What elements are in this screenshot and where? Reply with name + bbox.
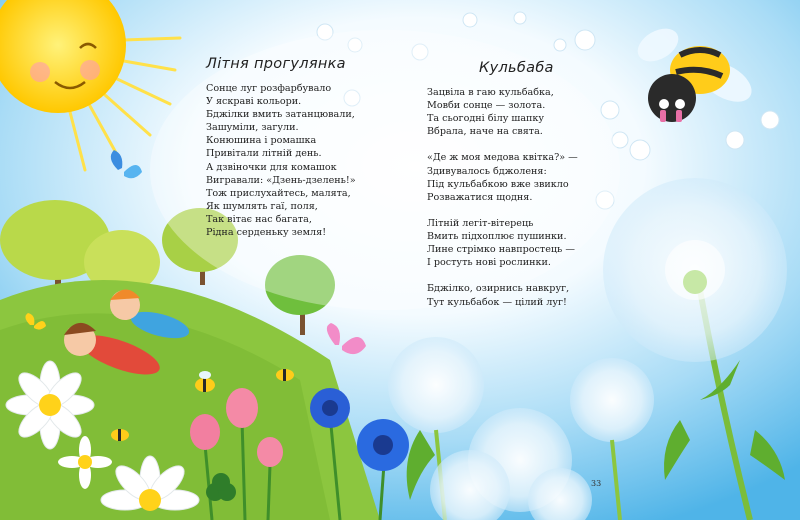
poem-line: Літній легіт-вітерець bbox=[427, 217, 534, 229]
poem-line: Та сьогодні білу шапку bbox=[427, 113, 545, 125]
poem-line: Тут кульбабок — цілий луг! bbox=[427, 296, 567, 308]
poem-line: Мовби сонце — золота. bbox=[427, 100, 546, 112]
poem-line: Зашуміли, загули. bbox=[206, 122, 299, 134]
poem-line: Бджілко, озирнись навкруг, bbox=[427, 283, 570, 295]
poem-line: Зацвіла в гаю кульбабка, bbox=[427, 87, 554, 98]
poem-line: Вигравали: «Дзень-дзелень!» bbox=[206, 174, 356, 186]
poem-line: Як шумлять гаї, поля, bbox=[206, 200, 318, 212]
left-poem-title: Літня прогулянка bbox=[206, 56, 346, 72]
poem-line: «Де ж моя медова квітка?» — bbox=[427, 152, 578, 164]
poem-line: Так вітає нас багата, bbox=[206, 213, 312, 225]
poem-line: Тож прислухайтесь, малята, bbox=[206, 187, 351, 199]
poem-line: Лине стрімко навпростець — bbox=[427, 244, 575, 256]
poem-line: Здивувалось бджоленя: bbox=[427, 165, 547, 177]
stanza-gap bbox=[427, 204, 578, 217]
stanza-gap bbox=[427, 138, 578, 151]
poem-line: Рідна серденьку земля! bbox=[206, 227, 327, 239]
poem-line: Бджілки вмить затанцювали, bbox=[206, 109, 355, 121]
poem-line: Сонце луг розфарбувало bbox=[206, 83, 332, 94]
stanza-gap bbox=[427, 269, 578, 282]
poem-line: А дзвіночки для комашок bbox=[206, 161, 337, 173]
right-poem-title: Кульбаба bbox=[479, 60, 554, 76]
poem-line: Вмить підхоплює пушинки. bbox=[427, 231, 567, 243]
poem-line: Вбрала, наче на свята. bbox=[427, 126, 543, 138]
poem-line: Конюшина і ромашка bbox=[206, 135, 317, 147]
right-poem bbox=[427, 60, 578, 309]
poem-line: Розважатися щодня. bbox=[427, 191, 533, 203]
poem-line: Під кульбабкою вже звикло bbox=[427, 178, 569, 190]
left-poem bbox=[206, 56, 356, 239]
poem-line: І ростуть нові рослинки. bbox=[427, 257, 551, 269]
poem-line: У яскраві кольори. bbox=[206, 96, 302, 108]
poem-line: Привітали літній день. bbox=[206, 148, 322, 160]
page-number: 33 bbox=[591, 479, 602, 488]
